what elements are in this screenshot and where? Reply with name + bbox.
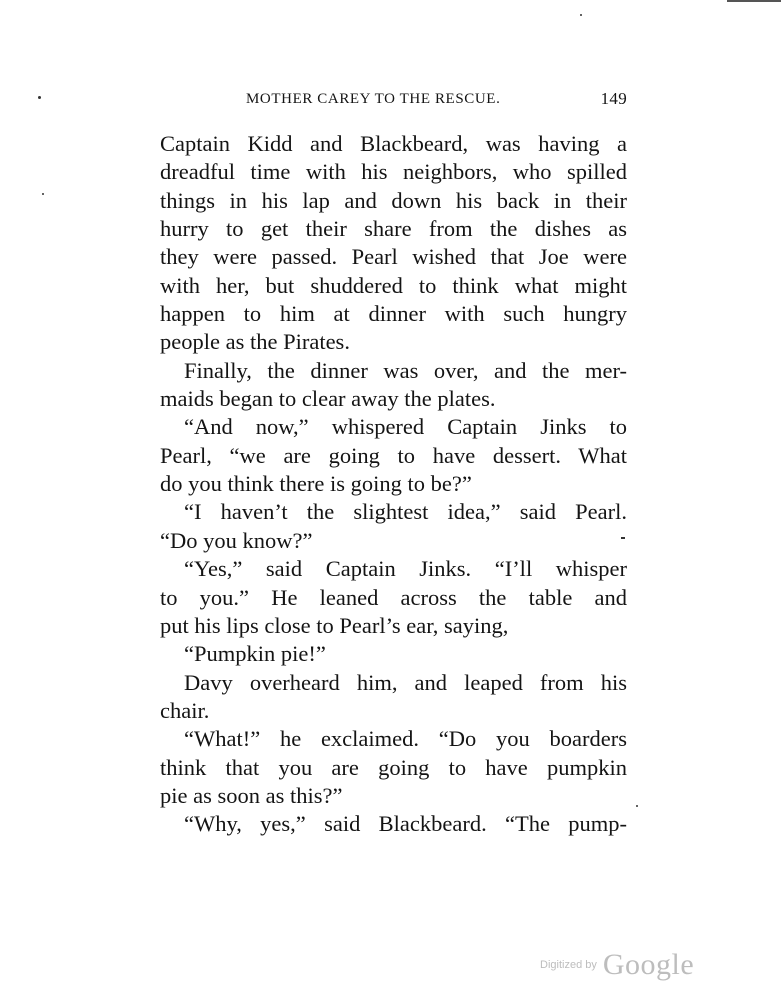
scan-speck: [621, 537, 625, 539]
text-line: dreadful time with his neighbors, who spilled: [160, 159, 627, 185]
text-line: things in his lap and down his back in their: [160, 187, 627, 213]
text-line: hurry to get their share from the dishes as: [160, 216, 627, 242]
running-head: [160, 89, 627, 111]
text-line: Captain Kidd and Blackbeard, was having a: [160, 131, 627, 156]
text-line: “Why, yes,” said Blackbeard. “The pump-: [184, 811, 627, 837]
text-line: Davy overheard him, and leaped from his: [184, 669, 627, 695]
text-line: put his lips close to Pearl’s ear, saying,: [160, 612, 509, 638]
text-line: do you think there is going to be?”: [160, 471, 472, 497]
text-line: think that you are going to have pumpkin: [160, 754, 627, 780]
text-line: pie as soon as this?”: [160, 782, 343, 808]
text-line: to you.” He leaned across the table and: [160, 584, 627, 610]
scan-edge-mark: [727, 0, 781, 2]
text-line: people as the Pirates.: [160, 329, 350, 355]
text-line: they were passed. Pearl wished that Joe were: [160, 244, 627, 270]
text-line: Finally, the dinner was over, and the mer-: [184, 357, 627, 383]
text-line: “I haven’t the slightest idea,” said Pearl.: [184, 499, 627, 525]
body-text: [160, 130, 627, 839]
digitized-watermark: [540, 948, 694, 982]
text-line: chair.: [160, 697, 210, 723]
scan-speck: [38, 96, 41, 99]
text-line: “And now,” whispered Captain Jinks to: [184, 414, 627, 440]
running-title: MOTHER CAREY TO THE RESCUE.: [246, 91, 501, 107]
scan-speck: [42, 193, 44, 195]
page-number: 149: [600, 89, 627, 108]
text-line: maids began to clear away the plates.: [160, 386, 496, 412]
scan-speck: [580, 14, 582, 16]
text-line: “What!” he exclaimed. “Do you boarders: [184, 726, 627, 752]
scan-speck: [636, 805, 638, 807]
text-line: “Pumpkin pie!”: [184, 641, 326, 667]
text-line: “Yes,” said Captain Jinks. “I’ll whisper: [184, 556, 627, 582]
watermark-prefix: Digitized by: [540, 959, 597, 971]
text-line: Pearl, “we are going to have dessert. What: [160, 442, 627, 468]
watermark-brand-logo: Google: [602, 948, 695, 981]
text-line: happen to him at dinner with such hungry: [160, 301, 627, 327]
text-line: with her, but shuddered to think what might: [160, 272, 627, 298]
text-line: “Do you know?”: [160, 527, 313, 553]
